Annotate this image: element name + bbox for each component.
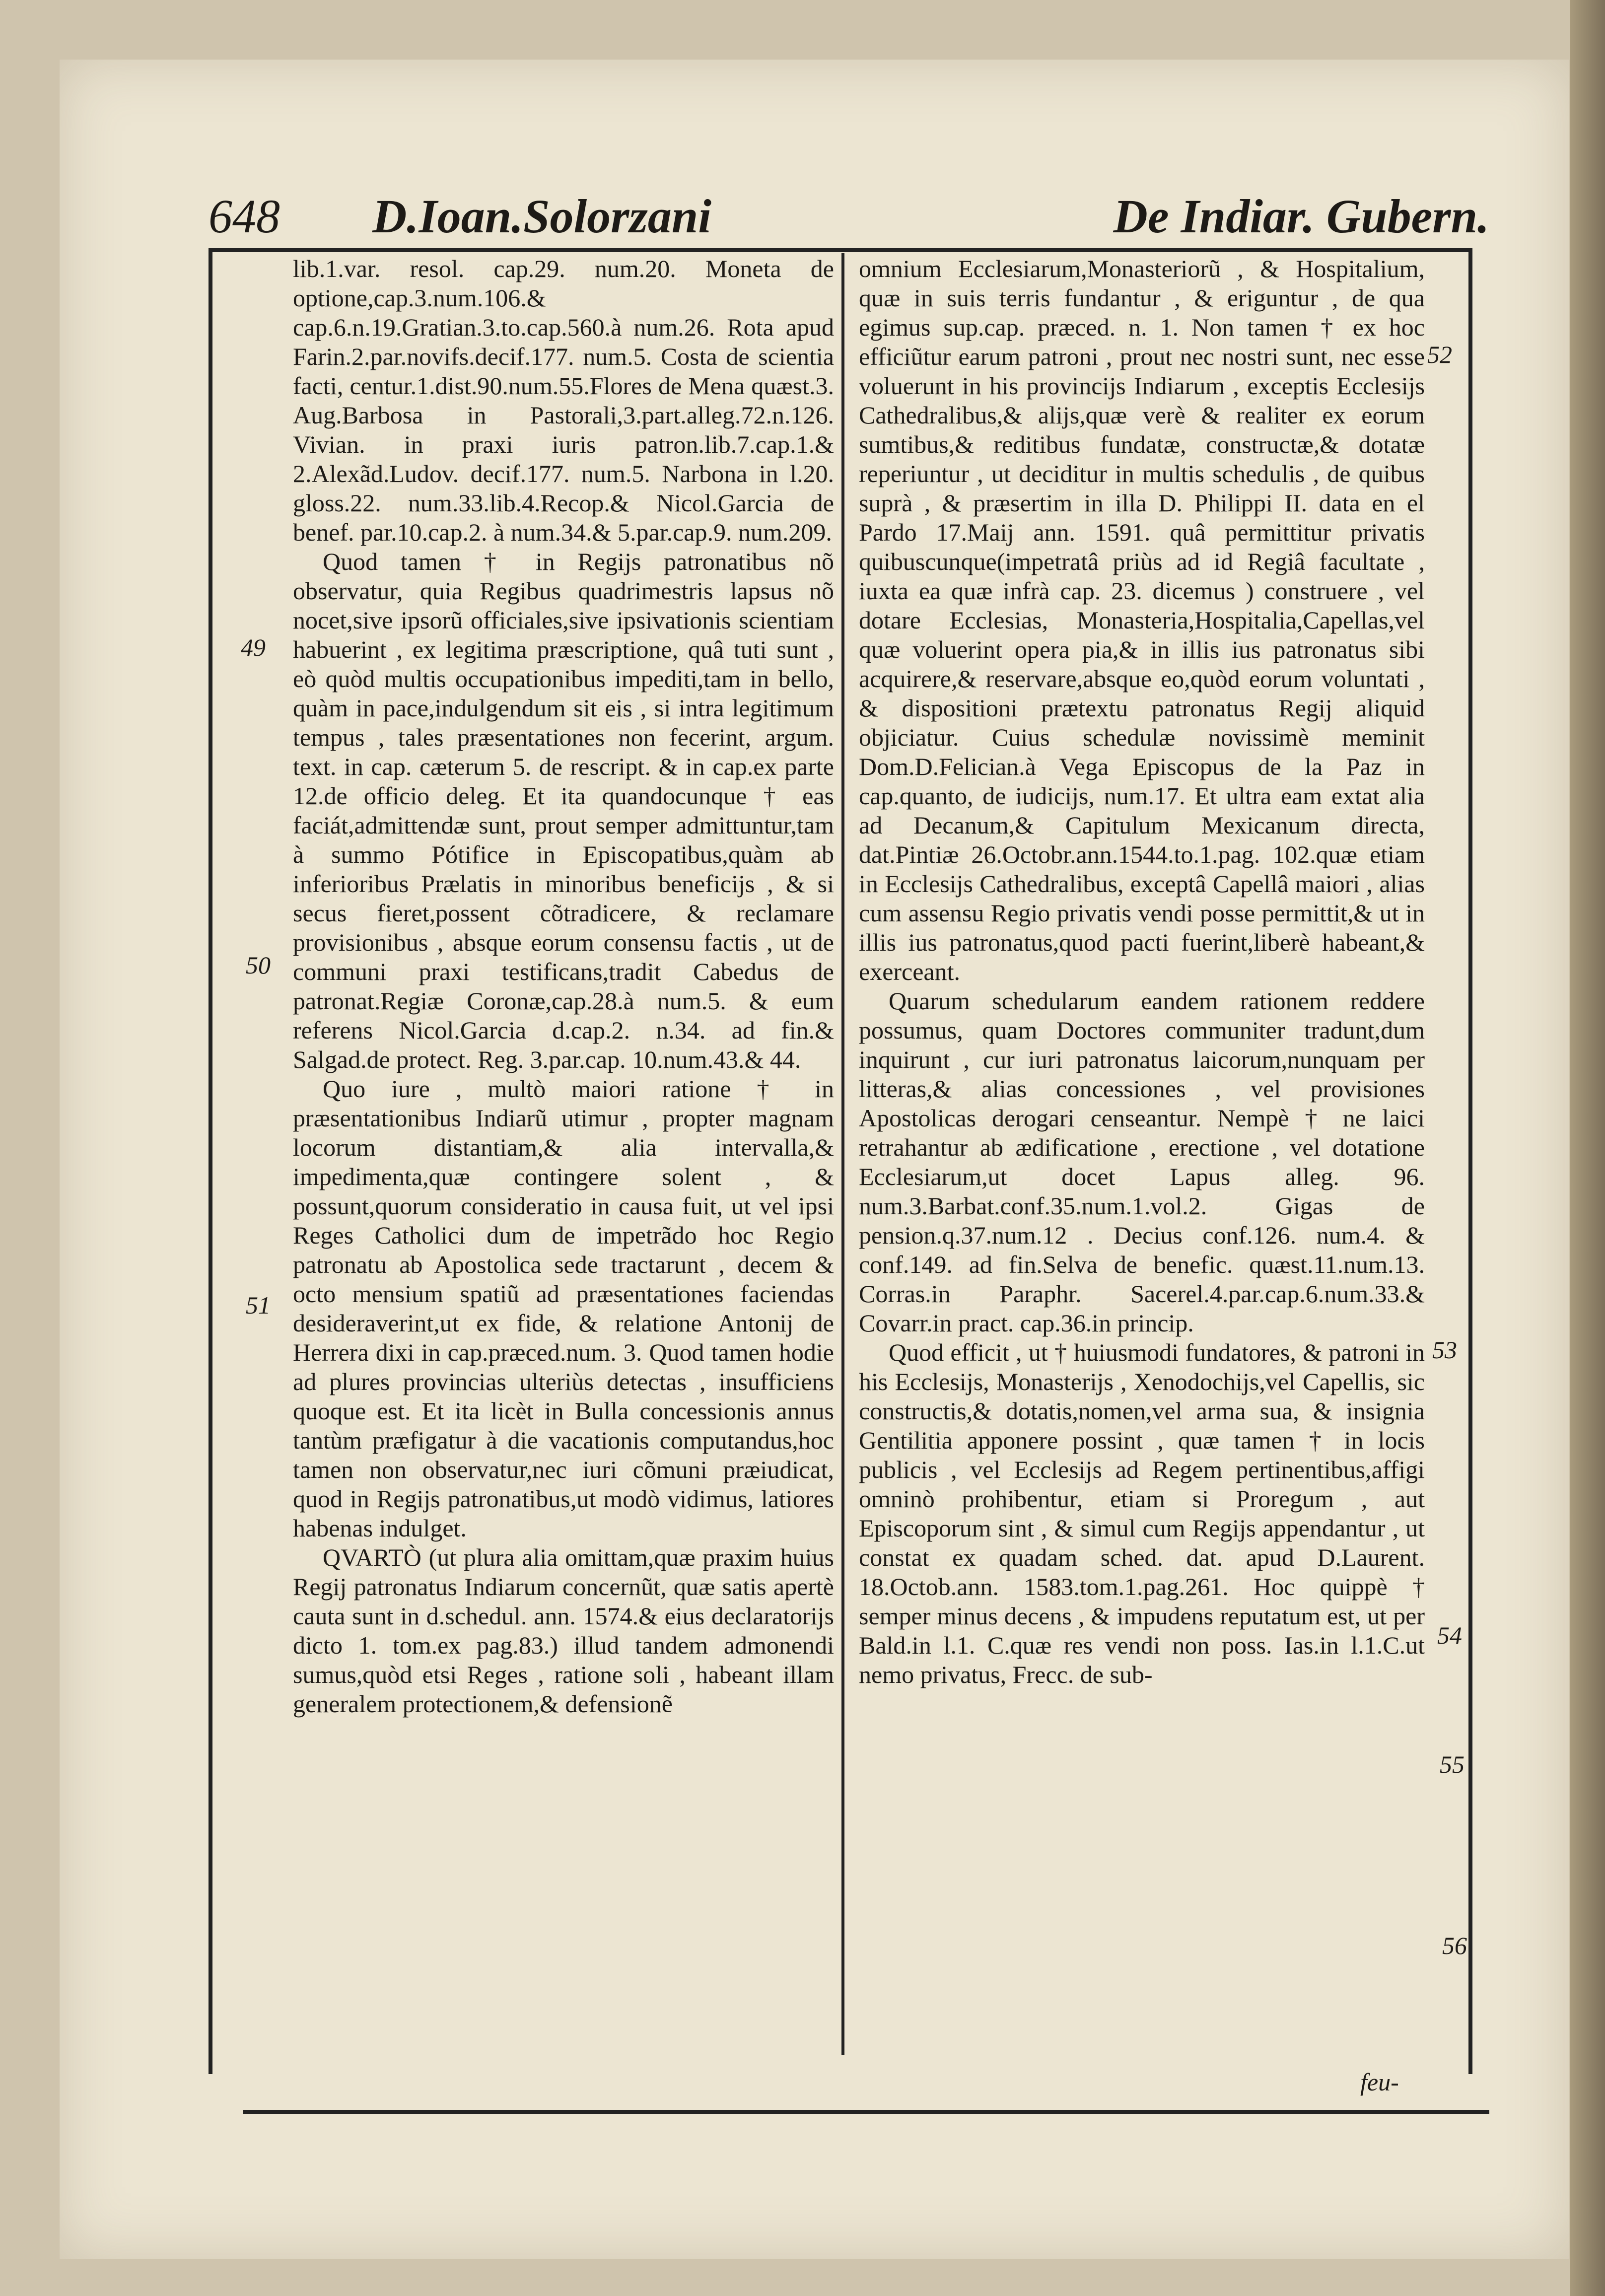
paragraph: QVARTÒ (ut plura alia omittam,quæ praxim huius Regij patronatus Indiarum concernũt, quæ satis apertè cauta sunt in d.schedul. ann. 1574.& eius declaratorijs dicto 1. tom.ex pag.83.) illud tandem admonendi sumus,quòd etsi Reges , ratione soli , habeant illam generalem protectionem,& defensionẽ (293, 1543, 834, 1718)
margin-number: 49 (241, 633, 266, 661)
column-divider (841, 253, 844, 2055)
margin-number: 52 (1427, 341, 1452, 368)
page-number: 648 (209, 190, 280, 243)
paragraph: lib.1.var. resol. cap.29. num.20. Moneta de optione,cap.3.num.106.& cap.6.n.19.Gratian.3.to.cap.560.à num.26. Rota apud Farin.2.par.novifs.decif.177. num.5. Costa de scientia facti, centur.1.dist.90.num.55.Flores de Mena quæst.3. Aug.Barbosa in Pastorali,3.part.alleg.72.n.126. Vivian. in praxi iuris patron.lib.7.cap.1.& 2.Alexãd.Ludov. decif.177. num.5. Narbona in l.20. gloss.22. num.33.lib.4.Recop.& Nicol.Garcia de benef. par.10.cap.2. à num.34.& 5.par.cap.9. num.209. (293, 255, 834, 546)
bottom-rule (243, 2110, 1489, 2114)
margin-number: 51 (246, 1291, 271, 1319)
margin-number: 50 (246, 951, 271, 979)
paragraph: Quo iure , multò maiori ratione † in præsentationibus Indiarũ utimur , propter magnam locorum distantiam,& alia intervalla,& impedimenta,quæ contingere solent , & possunt,quorum consideratio in causa fuit, ut vel ipsi Reges Catholici dum de impetrãdo hoc Regio patronatu ab Apostolica sede tractarunt , decem & octo mensium spatiũ ad præsentationes faciendas desideraverint,ut ex fide, & relatione Antonij de Herrera dixi in cap.præced.num. 3. Quod tamen hodie ad plures provincias ulteriùs detectas , insufficiens quoque est. Et ita licèt in Bulla concessionis annus tantùm præfigatur à die vacationis computandus,hoc tamen non observatur,nec iuri cõmuni præiudicat, quod in Regijs patronatibus,ut modò vidimus, latiores habenas indulget. (293, 1075, 834, 1542)
left-column (293, 254, 834, 1719)
book-binding-edge (1570, 0, 1605, 2296)
running-title: De Indiar. Gubern. (1113, 190, 1489, 243)
paragraph: Quarum schedularum eandem rationem reddere possumus, quam Doctores communiter tradunt,dum inquirunt , cur iuri patronatus laicorum,nunquam per litteras,& alias concessiones , vel provisiones Apostolicas derogari censeantur. Nempè † ne laici retrahantur ab ædificatione , erectione , vel dotatione Ecclesiarum,ut docet Lapus alleg. 96. num.3.Barbat.conf.35.num.1.vol.2. Gigas de pension.q.37.num.12 . Decius conf.126. num.4. & conf.149. ad fin.Selva de benefic. quæst.11.num.13. Corras.in Paraphr. Sacerel.4.par.cap.6.num.33.& Covarr.in pract. cap.36.in princip. (859, 987, 1425, 1337)
paragraph: Quod efficit , ut † huiusmodi fundatores, & patroni in his Ecclesijs, Monasterijs , Xenodochijs,vel Capellis, sic constructis,& dotatis,nomen,vel arma sua, & insignia Gentilitia apponere possint , quæ tamen † in locis publicis , vel Ecclesijs ad Regem pertinentibus,affigi omninò prohibentur, etiam si Proregum , aut Episcoporum sint , & simul cum Regijs appendantur , ut constat ex quadam sched. dat. apud D.Laurent. 18.Octob.ann. 1583.tom.1.pag.261. Hoc quippè † semper minus decens , & impudens reputatum est, ut per Bald.in l.1. C.quæ res vendi non poss. Ias.in l.1.C.ut nemo privatus, Frecc. de sub- (859, 1338, 1425, 1688)
catchword: feu- (1360, 2068, 1399, 2096)
right-column (859, 254, 1425, 1689)
running-header (209, 189, 1489, 248)
running-author: D.Ioan.Solorzani (372, 190, 711, 243)
paragraph: Quod tamen † in Regijs patronatibus nõ observatur, quia Regibus quadrimestris lapsus nõ nocet,sive ipsorũ officiales,sive ipsivationis scientiam habuerint , ex legitima præscriptione, quâ tuti sunt , eò quòd multis occupationibus impediti,tam in bello, quàm in pace,indulgendum sit eis , si intra legitimum tempus , tales præsentationes non fecerint, argum. text. in cap. cæterum 5. de rescript. & in cap.ex parte 12.de officio deleg. Et ita quandocunque † eas faciát,admittendæ sunt, prout semper admittuntur,tam à summo Pótifice in Episcopatibus,quàm ab inferioribus Prælatis in minoribus beneficijs , & si secus fieret,possent cõtradicere, & reclamare provisionibus , absque eorum consensu factis , ut de communi praxi testificans,tradit Cabedus de patronat.Regiæ Coronæ,cap.28.à num.5. & eum referens Nicol.Garcia d.cap.2. n.34. ad fin.& Salgad.de protect. Reg. 3.par.cap. 10.num.43.& 44. (293, 548, 834, 1073)
margin-number: 56 (1442, 1932, 1467, 1959)
margin-number: 55 (1440, 1750, 1465, 1778)
margin-number: 54 (1437, 1621, 1462, 1649)
margin-number: 53 (1432, 1336, 1457, 1364)
paragraph: omnium Ecclesiarum,Monasteriorũ , & Hospitalium, quæ in suis terris fundantur , & eriguntur , de qua egimus sup.cap. præced. n. 1. Non tamen † ex hoc efficiũtur earum patroni , prout nec nostri sunt, nec esse voluerunt in his provincijs Indiarum , exceptis Ecclesijs Cathedralibus,& alijs,quæ verè & realiter ex eorum sumtibus,& reditibus fundatæ, constructæ,& dotatæ reperiuntur , ut deciditur in multis schedulis , de quibus suprà , & præsertim in illa D. Philippi II. data en el Pardo 17.Maij ann. 1591. quâ permittitur privatis quibuscunque(impetratâ priùs ad id Regiâ facultate , iuxta ea quæ infrà cap. 23. dicemus ) construere , vel dotare Ecclesias, Monasteria,Hospitalia,Capellas,vel quæ voluerint opera pia,& in illis ius patronatus sibi acquirere,& reservare,absque eo,quòd eorum voluntati , & dispositioni prætextu patronatus Regij aliquid objiciatur. Cuius schedulæ novissimè meminit Dom.D.Felician.à Vega Episcopus de la Paz in cap.quanto, de iudicijs, num.17. Et ultra eam extat alia ad Decanum,& Capitulum Mexicanum directa, dat.Pintiæ 26.Octobr.ann.1544.to.1.pag. 102.quæ etiam in Ecclesijs Cathedralibus, exceptâ Capellâ maiori , alias cum assensu Regio privatis vendi posse permittit,& ut in illis ius patronatus,quod pacti fuerint,liberè habeant,& exerceant. (859, 255, 1425, 985)
